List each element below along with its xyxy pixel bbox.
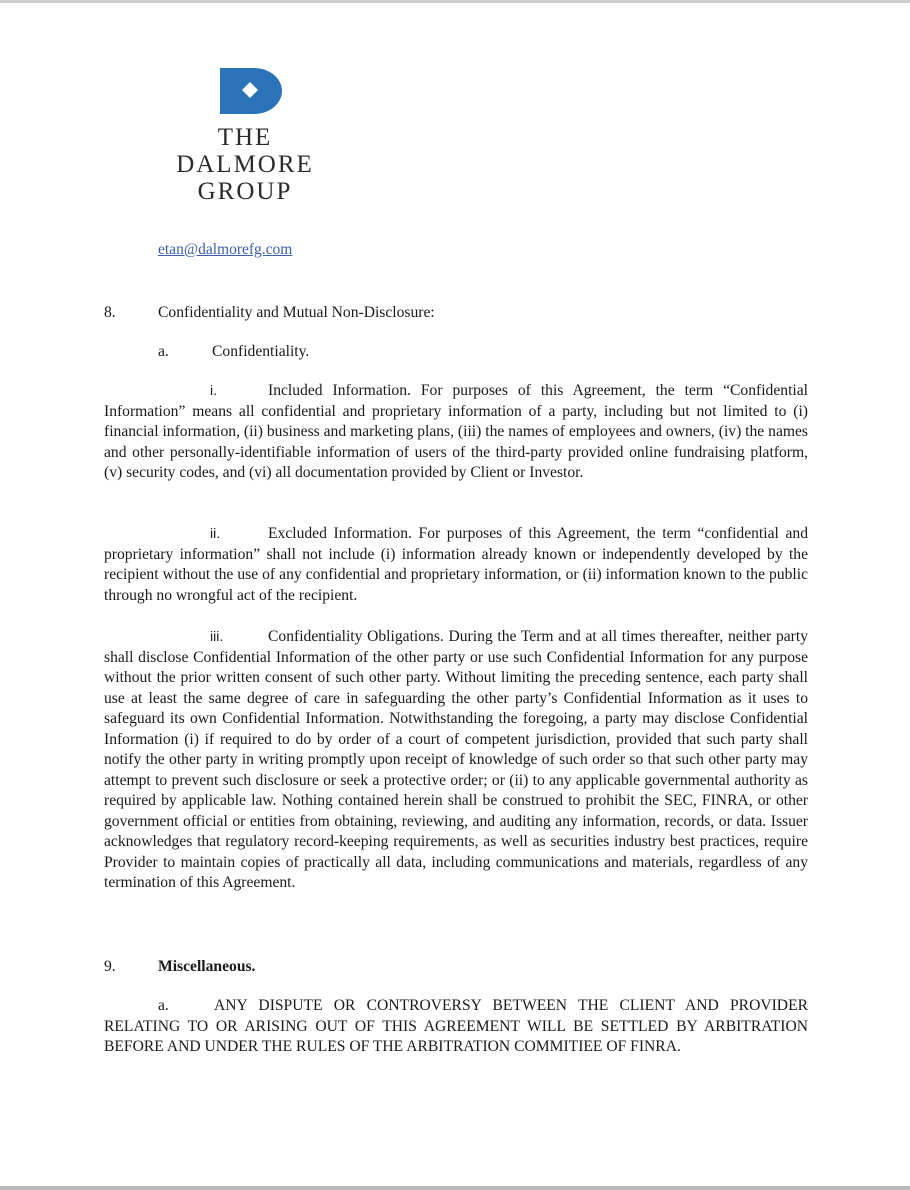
- clause-9a-label: a.: [158, 997, 169, 1014]
- section-8a-title: Confidentiality.: [212, 343, 310, 360]
- clause-9a-text: ANY DISPUTE OR CONTROVERSY BETWEEN THE CLIENT AND PROVIDER RELATING TO OR ARISING OUT OF THIS AGREEMENT WILL BE SETTLED BY ARBITRATION BEFORE AND UNDER THE RULES OF THE ARBITRATION COMMITIEE OF FINRA.: [104, 997, 808, 1056]
- section-9-title: Miscellaneous.: [158, 958, 256, 975]
- logo-line-2: DALMORE: [176, 151, 314, 178]
- section-8-heading: [104, 303, 435, 324]
- clause-9a: [104, 996, 808, 1058]
- clause-8a-i: [104, 380, 808, 484]
- section-8-title: Confidentiality and Mutual Non-Disclosure:: [158, 304, 435, 321]
- logo-line-1: THE: [217, 124, 273, 151]
- clause-8a-i-label: i.: [210, 382, 217, 398]
- section-8a-label: a.: [158, 343, 169, 360]
- logo-d-mark-icon: [220, 68, 282, 114]
- logo-wordmark: [160, 124, 330, 205]
- clause-8a-i-text: Included Information. For purposes of this Agreement, the term “Confidential Information” means all confidential and proprietary information of a party, including but not limited to (i) financial information, (ii) business and marketing plans, (iii) the names of employees and owners, (iv) the names and other personally-identifiable information of users of the third-party provided online fundraising platform, (v) security codes, and (vi) all documentation provided by Client or Investor.: [104, 382, 808, 482]
- clause-8a-iii-label: iii.: [210, 628, 224, 644]
- section-8a-heading: [158, 342, 309, 363]
- clause-8a-ii: [104, 523, 808, 606]
- section-9-number: 9.: [104, 958, 116, 975]
- clause-8a-ii-text: Excluded Information. For purposes of this Agreement, the term “confidential and proprietary information” shall not include (i) information already known or independently developed by the recipient without the use of any confidential and proprietary information, or (ii) information known to the public through no wrongful act of the recipient.: [104, 525, 808, 604]
- clause-8a-iii-text: Confidentiality Obligations. During the Term and at all times thereafter, neither party shall disclose Confidential Information of the other party or use such Confidential Information for any purpose without the prior written consent of such other party. Without limiting the preceding sentence, each party shall use at least the same degree of care in safeguarding the other party’s Confidential Information as it uses to safeguard its own Confidential Information. Notwithstanding the foregoing, a party may disclose Confidential Information (i) if required to do by order of a court of competent jurisdiction, provided that such party shall notify the other party in writing promptly upon receipt of knowledge of such order so that such other party may attempt to prevent such disclosure or seek a protective order; or (ii) to any applicable governmental authority as required by applicable law. Nothing contained herein shall be construed to prohibit the SEC, FINRA, or other government official or entities from obtaining, reviewing, and auditing any information, records, or data. Issuer acknowledges that regulatory record-keeping requirements, as well as securities industry best practices, require Provider to maintain copies of practically all data, including communications and materials, regardless of any termination of this Agreement.: [104, 628, 808, 891]
- email-link[interactable]: etan@dalmorefg.com: [158, 241, 293, 258]
- scan-top-edge: [0, 0, 910, 3]
- logo-line-3: GROUP: [197, 178, 293, 205]
- clause-8a-ii-label: ii.: [210, 525, 221, 541]
- section-9-heading: [104, 957, 255, 978]
- section-8-number: 8.: [104, 304, 116, 321]
- scan-bottom-edge: [0, 1186, 910, 1190]
- clause-8a-iii: [104, 626, 808, 894]
